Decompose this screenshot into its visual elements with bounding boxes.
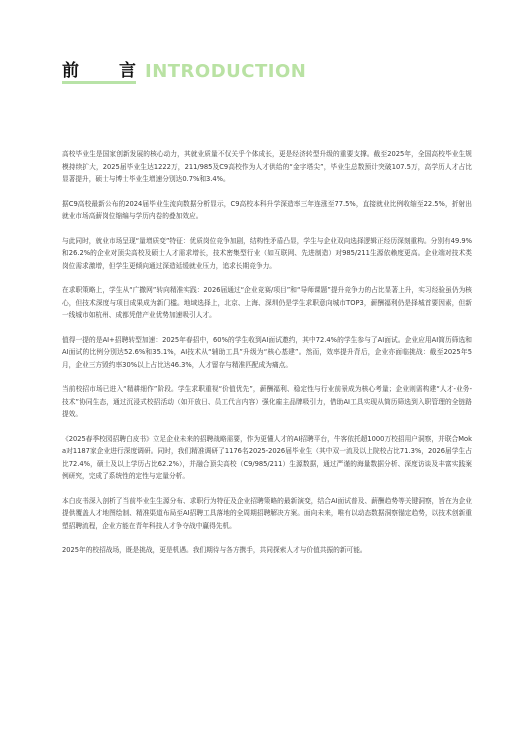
paragraph-6: 当前校招市场已进入“精耕细作”阶段。学生求职重视“价值优先”，薪酬福利、稳定性与行业前景成为核心考量；企业则需构建“人才-业务-技术”协同生态，通过沉浸式校招活动（如开放日、员工代言内容）强化雇主品牌吸引力，借助AI工具实现从简历筛选到入职管理的全链路提效。 — [62, 385, 472, 418]
intro-body — [62, 148, 472, 569]
title-cn-char-2: 言 — [119, 61, 136, 81]
title-english: INTRODUCTION — [145, 61, 307, 82]
paragraph-5: 值得一提的是AI+招聘转型加速：2025年春招中，60%的学生收到AI面试邀约，其中72.4%的学生参与了AI面试。企业应用AI简历筛选和AI面试的比例分别达52.6%和35.1%，AI技术从“辅助工具”升级为“核心基建”。然而，效率提升背后，企业亦面临挑战：截至2025年5月，企业三方毁约率30%以上占比达46.3%，人才留存与精准匹配成为痛点。 — [62, 335, 472, 369]
paragraph-8: 本白皮书深入剖析了当前毕业生生源分布、求职行为特征及企业招聘策略的最新演变，结合AI面试普及、薪酬趋势等关键洞察，旨在为企业提供覆盖人才地图绘制、精准渠道布局至AI招聘工具落地的全周期招聘解决方案。面向未来，唯有以动态数据洞察锚定趋势，以技术创新重塑招聘流程，企业方能在青年科技人才争夺战中赢得先机。 — [62, 496, 472, 530]
title-chinese — [62, 56, 136, 84]
paragraph-3: 与此同时，就业市场呈现“量增质变”特征：优质岗位竞争加剧，结构性矛盾凸显，学生与企业双向选择逻辑正经历深刻重构。分别有49.9%和26.2%的企业对顶尖高校及硕士人才需求增长，技术密集型行业（如互联网、先进制造）对985/211生源依赖度更高。企业端对技术类岗位需求激增，但学生更倾向通过深造延缓就业压力，追求长期竞争力。 — [62, 236, 472, 270]
page-header — [62, 56, 306, 84]
title-underline — [62, 81, 136, 84]
paragraph-4: 在求职策略上，学生从“广撒网”转向精准实践：2026届通过“企业竞赛/项目”和“导师课题”提升竞争力的占比显著上升，实习经验虽仍为核心，但技术深度与项目成果成为新门槛。地域选择上，北京、上海、深圳仍是学生求职意向城市TOP3，薪酬福利仍是择城首要因素，但新一线城市如杭州、成都凭借产业优势加速吸引人才。 — [62, 286, 472, 319]
title-cn-char-1: 前 — [62, 61, 79, 81]
paragraph-2: 据C9高校最新公布的2024届毕业生流向数据分析显示，C9高校本科升学深造率三年连涨至77.5%，直接就业比例收缩至22.5%，折射出就业市场高薪岗位缩编与学历内卷的叠加效应。 — [62, 199, 472, 220]
paragraph-9: 2025年的校招战场，既是挑战，更是机遇。我们期待与各方携手，共同探索人才与价值共振的新可能。 — [62, 546, 367, 554]
paragraph-7: 《2025春季校园招聘白皮书》立足企业未来的招聘战略需要，作为更懂人才的AI招聘平台，牛客依托超1000万校招用户洞察，并联合Moka对1187家企业进行深度调研。同时，我们精准调研了1176名2025-2026届毕业生（其中双一流及以上院校占比71.3%，2026届学生占比72.4%，硕士及以上学历占比62.2%），并融合顶尖高校（C9/985/211）生源数据，通过严谨的海量数据分析、深度访谈及丰富实践案例研究，完成了系统性的定性与定量分析。 — [62, 434, 472, 480]
paragraph-1: 高校毕业生是国家创新发展的核心动力，其就业质量不仅关乎个体成长，更是经济转型升级的重要支撑。截至2025年，全国高校毕业生规模持续扩大，2025届毕业生达1222万，211/985及C9高校作为人才供给的“金字塔尖”，毕业生总数预计突破107.5万，高学历人才占比显著提升，硕士与博士毕业生增速分别达0.7%和3.4%。 — [62, 150, 472, 183]
